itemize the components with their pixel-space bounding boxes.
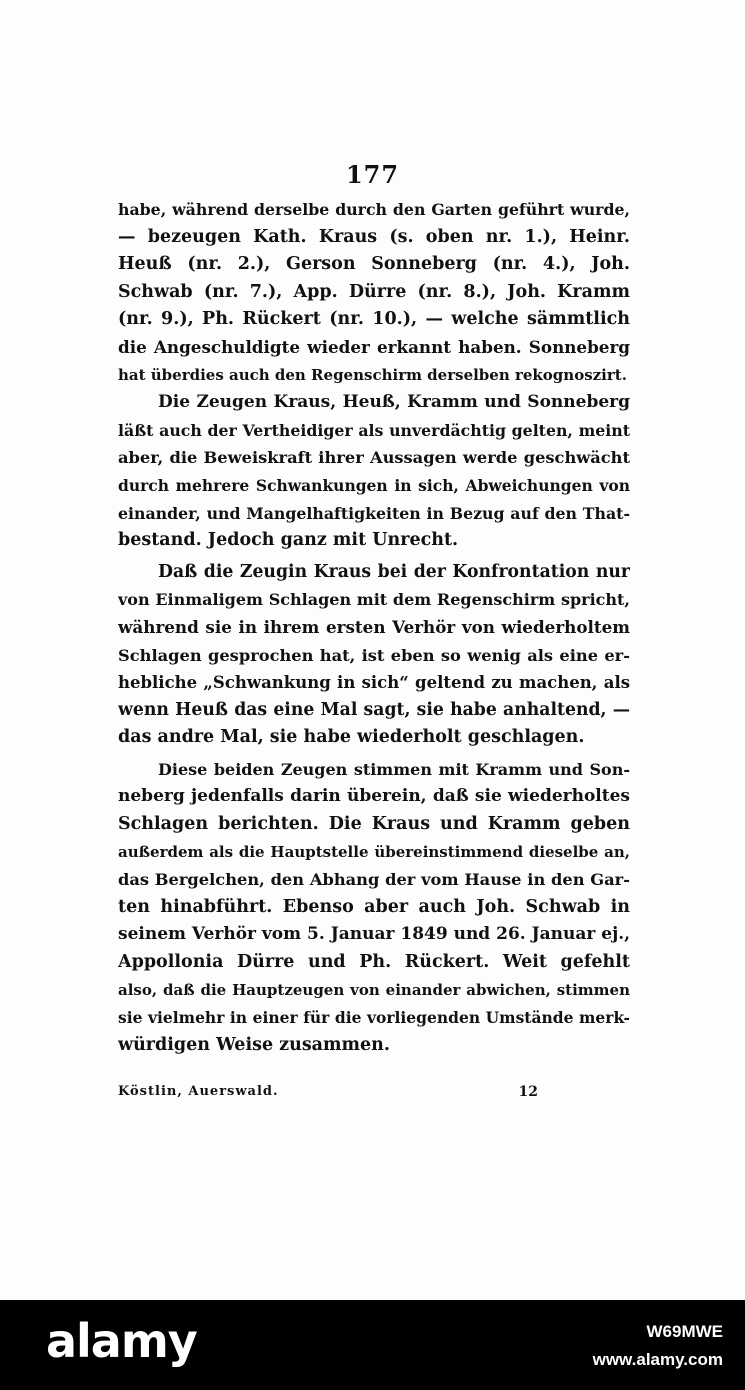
text-line: hat überdies auch den Regenschirm derselben rekognoszirt. — [118, 365, 627, 384]
paragraph-start: Diese beiden Zeugen stimmen mit Kramm und Son- — [158, 759, 630, 779]
text-line: Heuß (nr. 2.), Gerson Sonneberg (nr. 4.), Joh. — [118, 254, 630, 275]
text-line: einander, und Mangelhaftigkeiten in Bezug auf den That- — [118, 503, 630, 523]
text-line: während sie in ihrem ersten Verhör von wiederholtem — [118, 616, 630, 637]
text-line: von Einmaligem Schlagen mit dem Regenschirm spricht, — [118, 590, 630, 610]
printer-signature: Köstlin, Auerswald. — [118, 1084, 279, 1099]
text-line: außerdem als die Hauptstelle übereinstimmend dieselbe an, — [118, 842, 630, 861]
text-line: das andre Mal, sie habe wiederholt geschlagen. — [118, 727, 585, 748]
text-line: Schlagen berichten. Die Kraus und Kramm geben — [118, 814, 630, 835]
signature-mark: 12 — [518, 1084, 538, 1100]
alamy-logo: alamy — [46, 1314, 197, 1368]
text-line: bestand. Jedoch ganz mit Unrecht. — [118, 530, 459, 551]
text-line: neberg jedenfalls darin überein, daß sie wiederholtes — [118, 786, 630, 807]
text-line: seinem Verhör vom 5. Januar 1849 und 26. Januar ej., — [118, 924, 630, 945]
page-number: 177 — [345, 160, 400, 189]
text-line: würdigen Weise zusammen. — [118, 1034, 391, 1055]
text-line: wenn Heuß das eine Mal sagt, sie habe anhaltend, — — [118, 699, 630, 720]
text-line: sie vielmehr in einer für die vorliegenden Umstände merk- — [118, 1008, 630, 1028]
text-line: Schlagen gesprochen hat, ist eben so wenig als eine er- — [118, 645, 630, 665]
text-line: (nr. 9.), Ph. Rückert (nr. 10.), — welche sämmtlich — [118, 309, 630, 330]
text-line: Schwab (nr. 7.), App. Dürre (nr. 8.), Joh. Kramm — [118, 281, 630, 302]
page-footer — [118, 1084, 538, 1100]
text-line: habe, während derselbe durch den Garten geführt wurde, — [118, 200, 630, 219]
text-line: Appollonia Dürre und Ph. Rückert. Weit gefehlt — [118, 952, 630, 973]
text-line: ten hinabführt. Ebenso aber auch Joh. Schwab in — [118, 896, 630, 917]
text-line: durch mehrere Schwankungen in sich, Abweichungen von — [118, 475, 630, 495]
site-url: www.alamy.com — [592, 1350, 723, 1369]
text-line: also, daß die Hauptzeugen von einander abwichen, stimmen — [118, 980, 630, 999]
text-line: hebliche „Schwankung in sich“ geltend zu machen, als — [118, 673, 630, 693]
body-text — [118, 196, 630, 1059]
watermark-bar — [0, 1300, 745, 1390]
text-line: die Angeschuldigte wieder erkannt haben. Sonneberg — [118, 336, 630, 357]
text-line: das Bergelchen, den Abhang der vom Hause in den Gar- — [118, 870, 630, 890]
text-line: läßt auch der Vertheidiger als unverdächtig gelten, meint — [118, 420, 630, 440]
text-line: aber, die Beweiskraft ihrer Aussagen werde geschwächt — [118, 448, 630, 468]
watermark-info — [593, 1322, 723, 1370]
paragraph-start: Die Zeugen Kraus, Heuß, Kramm und Sonneberg — [158, 392, 630, 413]
paragraph-start: Daß die Zeugin Kraus bei der Konfrontation nur — [158, 561, 630, 582]
text-line: — bezeugen Kath. Kraus (s. oben nr. 1.), Heinr. — [118, 226, 630, 247]
image-id: W69MWE — [646, 1322, 723, 1341]
